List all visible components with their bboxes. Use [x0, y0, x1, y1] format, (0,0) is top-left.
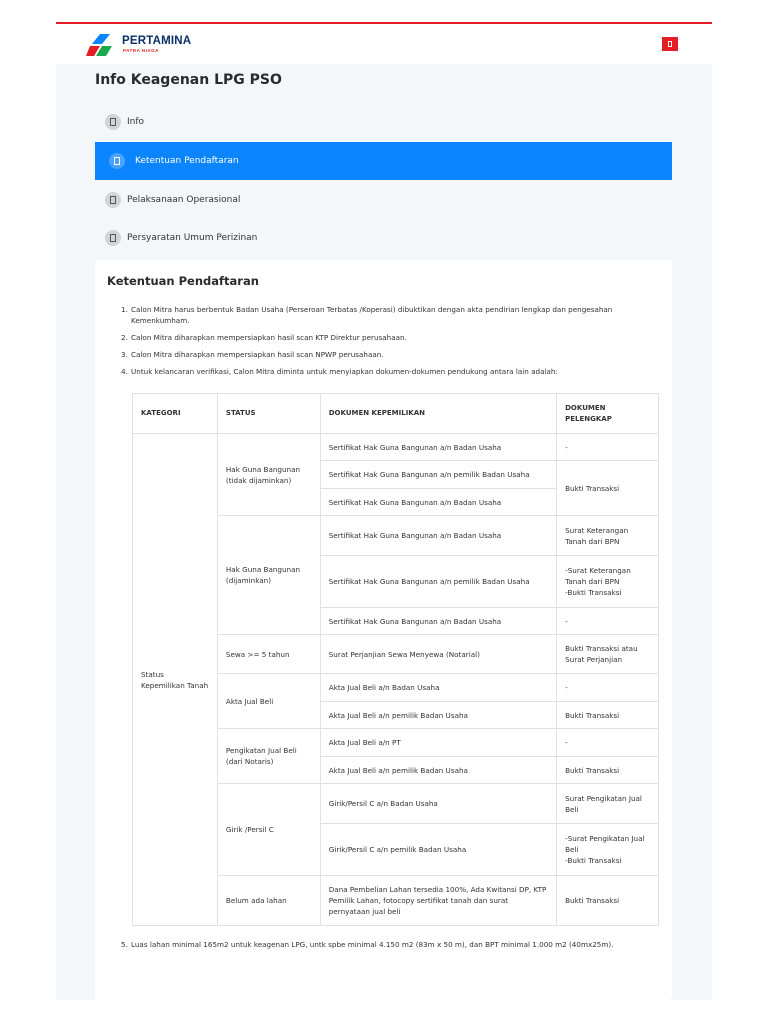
list-text: Untuk kelancaran verifikasi, Calon Mitra diminta untuk menyiapkan dokumen-dokumen pendukung antara lain adalah:: [131, 367, 558, 376]
extra-line: -Surat Pengikatan Jual Beli: [565, 834, 645, 854]
list-text: Luas lahan minimal 165m2 untuk keagenan LPG, untk spbe minimal 4.150 m2 (83m x 50 m), dan BPT minimal 1.000 m2 (40mx25m).: [131, 940, 614, 949]
list-text: Calon Mitra diharapkan mempersiapkan hasil scan NPWP perusahaan.: [131, 350, 384, 359]
nav-item-label: Info: [127, 117, 145, 127]
nav-item-persyaratan-umum-perizinan[interactable]: [95, 219, 672, 257]
document-cell: Akta Jual Beli a/n Badan Usaha: [320, 674, 556, 702]
status-cell: Belum ada lahan: [217, 876, 320, 926]
document-cell: Dana Pembelian Lahan tersedia 100%, Ada Kwitansi DP, KTP Pemilik Lahan, fotocopy sertifikat tanah dan surat pernyataan jual beli: [320, 876, 556, 926]
document-cell: Akta Jual Beli a/n PT: [320, 729, 556, 757]
logo-text: PERTAMINA: [122, 35, 192, 47]
nav-item-ketentuan-pendaftaran[interactable]: [95, 142, 672, 180]
page-title: Info Keagenan LPG PSO: [95, 72, 282, 88]
document-cell: Girik/Persil C a/n Badan Usaha: [320, 784, 556, 824]
list-number: 1.: [121, 305, 128, 314]
menu-icon: [668, 41, 672, 47]
bullet-icon: [109, 153, 125, 169]
document-cell: Sertifikat Hak Guna Bangunan a/n Badan Usaha: [320, 608, 556, 635]
category-cell: Status Kepemilikan Tanah: [133, 434, 218, 926]
extra-cell: [557, 556, 659, 608]
document-cell: Girik/Persil C a/n pemilik Badan Usaha: [320, 824, 556, 876]
status-cell: Girik /Persil C: [217, 784, 320, 876]
extra-cell: -: [557, 434, 659, 461]
list-number: 3.: [121, 350, 128, 359]
logo-subtext: PATRA NIAGA: [123, 48, 159, 53]
table-row: [133, 434, 659, 461]
extra-cell: Bukti Transaksi: [557, 876, 659, 926]
extra-line: -Surat Keterangan Tanah dari BPN: [565, 566, 631, 586]
requirements-list: [107, 304, 657, 383]
document-cell: Akta Jual Beli a/n pemilik Badan Usaha: [320, 702, 556, 729]
list-item: [107, 304, 657, 326]
list-number: 5.: [121, 940, 128, 949]
requirement-note-5: [121, 939, 661, 950]
status-cell: Pengikatan Jual Beli (dari Notaris): [217, 729, 320, 784]
status-cell: Hak Guna Bangunan (tidak dijaminkan): [217, 434, 320, 516]
column-header: DOKUMEN KEPEMILIKAN: [320, 394, 556, 434]
list-item: [107, 332, 657, 343]
content-card: [95, 260, 672, 1000]
document-cell: Sertifikat Hak Guna Bangunan a/n Badan Usaha: [320, 489, 556, 516]
list-text: Calon Mitra harus berbentuk Badan Usaha (Perseroan Terbatas /Koperasi) dibuktikan dengan akta pendirian lengkap dan pengesahan Kemenkumham.: [131, 305, 613, 325]
nav-item-info[interactable]: [95, 103, 672, 141]
nav-item-label: Persyaratan Umum Perizinan: [127, 233, 258, 243]
document-cell: Sertifikat Hak Guna Bangunan a/n pemilik Badan Usaha: [320, 461, 556, 489]
extra-cell: -: [557, 674, 659, 702]
column-header: DOKUMEN PELENGKAP: [557, 394, 659, 434]
site-header: [56, 24, 712, 64]
pertamina-logo-mark-icon: [86, 34, 118, 58]
document-cell: Sertifikat Hak Guna Bangunan a/n Badan Usaha: [320, 516, 556, 556]
list-number: 2.: [121, 333, 128, 342]
extra-cell: -: [557, 608, 659, 635]
column-header: STATUS: [217, 394, 320, 434]
document-cell: Akta Jual Beli a/n pemilik Badan Usaha: [320, 757, 556, 784]
bullet-icon: [105, 192, 121, 208]
nav-item-label: Ketentuan Pendaftaran: [135, 156, 239, 166]
bullet-icon: [105, 114, 121, 130]
list-number: 4.: [121, 367, 128, 376]
nav-item-label: Pelaksanaan Operasional: [127, 195, 241, 205]
extra-cell: Surat Keterangan Tanah dari BPN: [557, 516, 659, 556]
nav-item-pelaksanaan-operasional[interactable]: [95, 181, 672, 219]
document-cell: Surat Perjanjian Sewa Menyewa (Notarial): [320, 635, 556, 674]
document-cell: Sertifikat Hak Guna Bangunan a/n Badan Usaha: [320, 434, 556, 461]
extra-cell: [557, 824, 659, 876]
extra-cell: -: [557, 729, 659, 757]
extra-cell: Bukti Transaksi atau Surat Perjanjian: [557, 635, 659, 674]
extra-cell: Surat Pengikatan Jual Beli: [557, 784, 659, 824]
list-text: Calon Mitra diharapkan mempersiapkan hasil scan KTP Direktur perusahaan.: [131, 333, 407, 342]
list-item: [107, 366, 657, 377]
status-cell: Akta Jual Beli: [217, 674, 320, 729]
list-item: [107, 349, 657, 360]
status-cell: Hak Guna Bangunan (dijaminkan): [217, 516, 320, 635]
extra-line: -Bukti Transaksi: [565, 588, 622, 597]
column-header: KATEGORI: [133, 394, 218, 434]
extra-cell: Bukti Transaksi: [557, 461, 659, 516]
bullet-icon: [105, 230, 121, 246]
menu-button[interactable]: [662, 37, 678, 51]
documents-table: [132, 393, 659, 926]
pertamina-logo[interactable]: [86, 32, 196, 58]
section-title: Ketentuan Pendaftaran: [107, 274, 259, 288]
document-cell: Sertifikat Hak Guna Bangunan a/n pemilik Badan Usaha: [320, 556, 556, 608]
extra-cell: Bukti Transaksi: [557, 757, 659, 784]
status-cell: Sewa >= 5 tahun: [217, 635, 320, 674]
extra-cell: Bukti Transaksi: [557, 702, 659, 729]
table-header-row: [133, 394, 659, 434]
extra-line: -Bukti Transaksi: [565, 856, 622, 865]
